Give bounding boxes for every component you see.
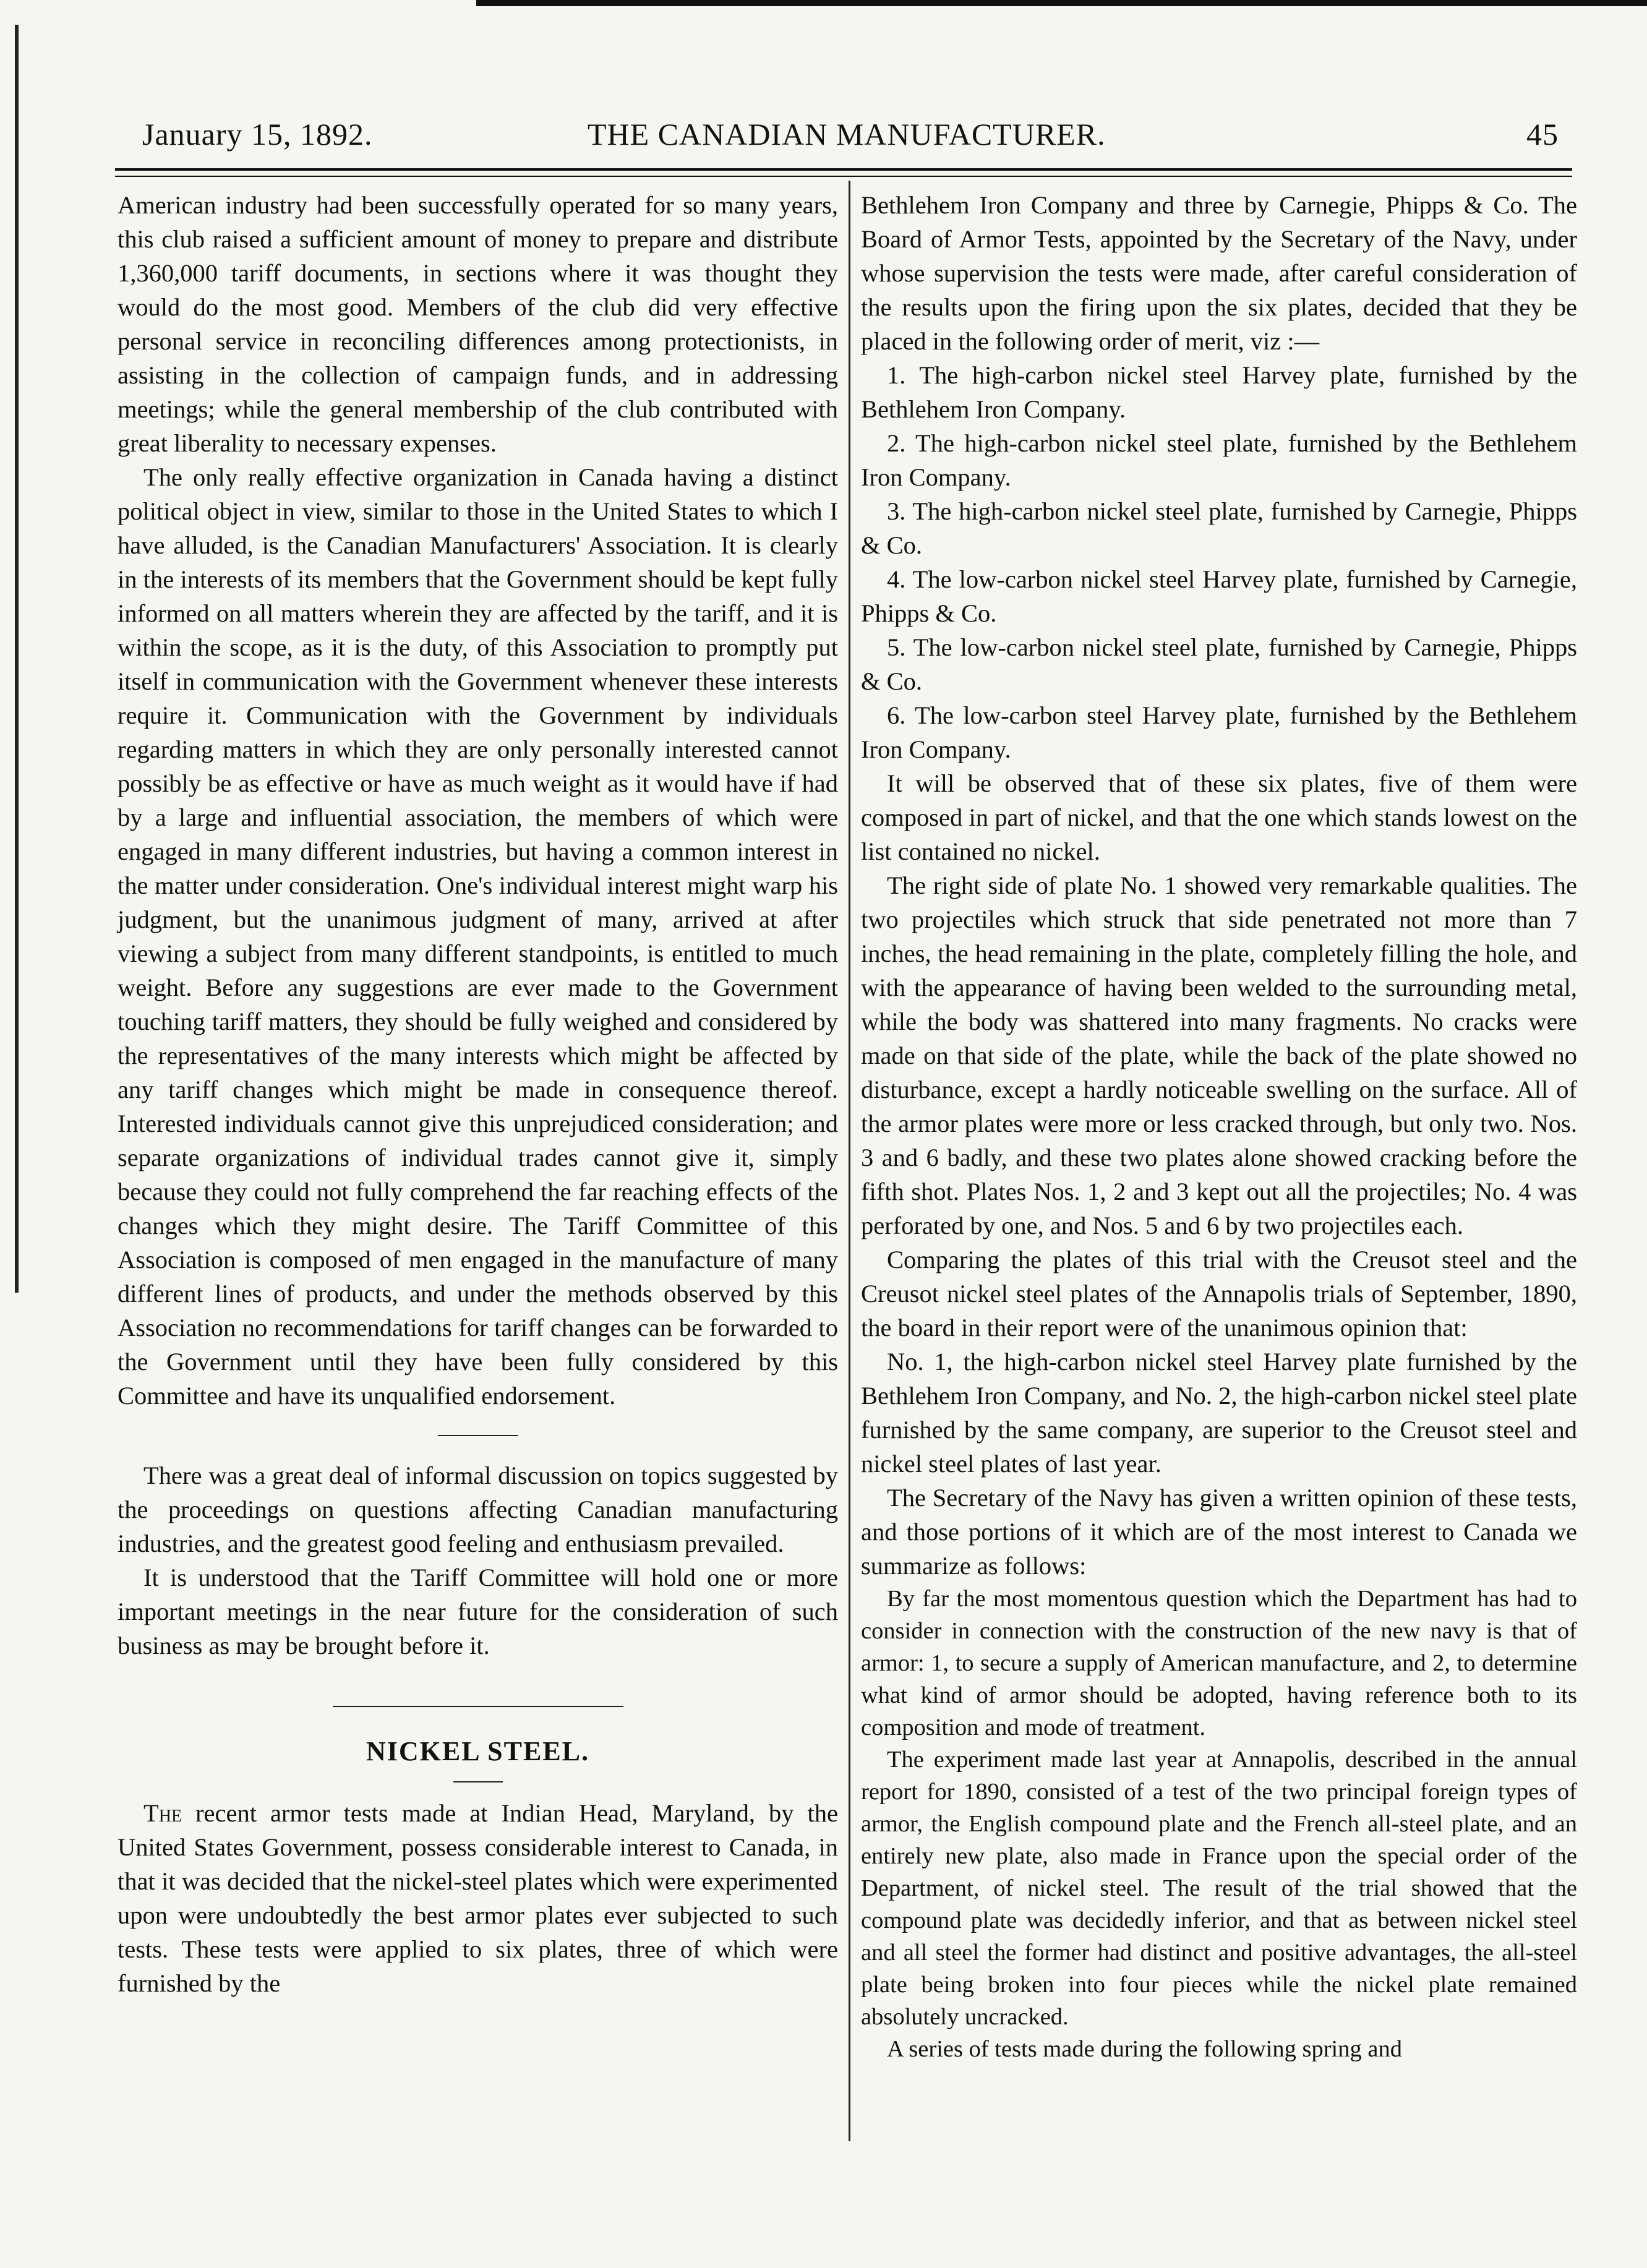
article-lead-paragraph <box>118 1796 838 2000</box>
publication-title: THE CANADIAN MANUFACTURER. <box>588 117 1106 152</box>
list-item: 2. The high-carbon nickel steel plate, furnished by the Bethlehem Iron Company. <box>861 429 1577 491</box>
list-item: 4. The low-carbon nickel steel Harvey plate, furnished by Carnegie, Phipps & Co. <box>861 565 1577 627</box>
paragraph: American industry had been successfully operated for so many years, this club raised a sufficient amount of money to prepare and distribute 1,360,000 tariff documents, in sections where it was thought they would do the most good. Members of the club did very effective personal service in reconciling differences among protectionists, in assisting in the collection of campaign funds, and in addressing meetings; while the general membership of the club contributed with great liberality to necessary expenses. <box>118 191 838 457</box>
list-item: 3. The high-carbon nickel steel plate, furnished by Carnegie, Phipps & Co. <box>861 497 1577 559</box>
heading-underline <box>453 1781 503 1782</box>
header-rule <box>115 168 1572 177</box>
lead-word: The <box>143 1799 182 1827</box>
paragraph: No. 1, the high-carbon nickel steel Harvey plate furnished by the Bethlehem Iron Company, and No. 2, the high-carbon nickel steel plate furnished by the same company, are superior to the Creusot steel and nickel steel plates of last year. <box>861 1348 1577 1478</box>
paragraph: It is understood that the Tariff Committee will hold one or more important meetings in the near future for the consideration of such business as may be brought before it. <box>118 1564 838 1659</box>
paragraph: Bethlehem Iron Company and three by Carnegie, Phipps & Co. The Board of Armor Tests, appointed by the Secretary of the Navy, under whose supervision the tests were made, after careful consideration of the results upon the firing upon the six plates, decided that they be placed in the following order of merit, viz :— <box>861 191 1577 355</box>
page-header <box>142 113 1559 156</box>
paragraph: Comparing the plates of this trial with the Creusot steel and the Creusot nickel steel plates of the Annapolis trials of September, 1890, the board in their report were of the unanimous opinion that: <box>861 1246 1577 1342</box>
article-heading: NICKEL STEEL. <box>366 1736 590 1766</box>
paragraph: The Secretary of the Navy has given a written opinion of these tests, and those portions of it which are of the most interest to Canada we summarize as follows: <box>861 1484 1577 1580</box>
section-separator <box>438 1435 518 1436</box>
right-column <box>861 188 1577 2065</box>
list-item: 1. The high-carbon nickel steel Harvey plate, furnished by the Bethlehem Iron Company. <box>861 361 1577 423</box>
list-item: 6. The low-carbon steel Harvey plate, furnished by the Bethlehem Iron Company. <box>861 701 1577 763</box>
article-separator <box>333 1706 623 1707</box>
paragraph: There was a great deal of informal discussion on topics suggested by the proceedings on questions affecting Canadian manufacturing industries, and the greatest good feeling and enthusiasm prevailed. <box>118 1461 838 1557</box>
top-border-rule <box>476 0 1647 6</box>
paragraph: The right side of plate No. 1 showed very remarkable qualities. The two projectiles which struck that side penetrated not more than 7 inches, the head remaining in the plate, completely filling the hole, and with the appearance of having been welded to the surrounding metal, while the body was shattered into many fragments. No cracks were made on that side of the plate, while the back of the plate showed no disturbance, except a hardly noticeable swelling on the surface. All of the armor plates were more or less cracked through, but only two. Nos. 3 and 6 badly, and these two plates alone showed cracking before the fifth shot. Plates Nos. 1, 2 and 3 kept out all the projectiles; No. 4 was perforated by one, and Nos. 5 and 6 by two projectiles each. <box>861 871 1577 1239</box>
column-divider <box>849 181 850 2141</box>
binding-edge-line <box>15 25 19 1293</box>
paragraph-text: recent armor tests made at Indian Head, Maryland, by the United States Government, possess considerable interest to Canada, in that it was decided that the nickel-steel plates which were experimented upon were undoubtedly the best armor plates ever subjected to such tests. These tests were applied to six plates, three of which were furnished by the <box>118 1799 838 1997</box>
page-number: 45 <box>1526 117 1559 152</box>
header-date: January 15, 1892. <box>142 117 373 152</box>
paragraph: By far the most momentous question which the Department has had to consider in connection with the construction of the new navy is that of armor: 1, to secure a supply of American manufacture, and 2, to determine what kind of armor should be adopted, having reference both to its composition and mode of treatment. <box>861 1586 1577 1740</box>
paragraph: The experiment made last year at Annapolis, described in the annual report for 1890, consisted of a test of the two principal foreign types of armor, the English compound plate and the French all-steel plate, and an entirely new plate, also made in France upon the special order of the Department, of nickel steel. The result of the trial showed that the compound plate was decidedly inferior, and that as between nickel steel and all steel the former had distinct and positive advantages, the all-steel plate being broken into four pieces while the nickel plate remained absolutely uncracked. <box>861 1747 1577 2030</box>
paragraph: A series of tests made during the following spring and <box>887 2036 1402 2062</box>
paragraph: The only really effective organization in Canada having a distinct political object in view, similar to those in the United States to which I have alluded, is the Canadian Manufacturers' Association. It is clearly in the interests of its members that the Government should be kept fully informed on all matters wherein they are affected by the tariff, and it is within the scope, as it is the duty, of this Association to promptly put itself in communication with the Government whenever these interests require it. Communication with the Government by individuals regarding matters in which they are only personally interested cannot possibly be as effective or have as much weight as it would have if had by a large and influential association, the members of which were engaged in many different industries, but having a common interest in the matter under consideration. One's individual interest might warp his judgment, but the unanimous judgment of many, arrived at after viewing a subject from many different standpoints, is entitled to much weight. Before any suggestions are ever made to the Government touching tariff matters, they should be fully weighed and considered by the representatives of the many interests which might be affected by any tariff changes which might be made in consequence thereof. Interested individuals cannot give this unprejudiced consideration; and separate organizations of individual trades cannot give it, simply because they could not fully comprehend the far reaching effects of the changes which they might desire. The Tariff Committee of this Association is composed of men engaged in the manufacture of many different lines of products, and under the methods observed by this Association no recommendations for tariff changes can be forwarded to the Government until they have been fully considered by this Committee and have its unqualified endorsement. <box>118 463 838 1410</box>
left-column <box>118 188 838 2000</box>
paragraph: It will be observed that of these six plates, five of them were composed in part of nickel, and that the one which stands lowest on the list contained no nickel. <box>861 769 1577 865</box>
list-item: 5. The low-carbon nickel steel plate, furnished by Carnegie, Phipps & Co. <box>861 633 1577 695</box>
